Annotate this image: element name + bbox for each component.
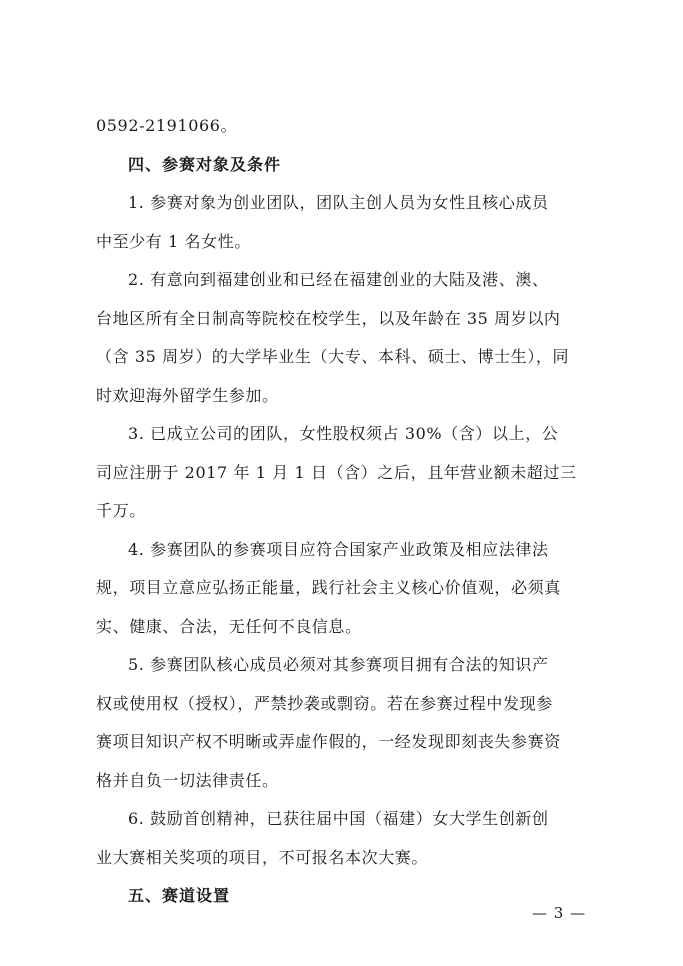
item-3-line-2: 司应注册于 2017 年 1 月 1 日（含）之后，且年营业额未超过三 <box>96 462 577 482</box>
item-3-line-1: 3. 已成立公司的团队，女性股权须占 30%（含）以上，公 <box>128 424 559 443</box>
document-body <box>96 116 596 925</box>
item-3-line-3: 千万。 <box>96 501 146 520</box>
item-4-line-1: 4. 参赛团队的参赛项目应符合国家产业政策及相应法律法 <box>128 539 549 559</box>
item-6-line-2: 业大赛相关奖项的项目，不可报名本次大赛。 <box>96 847 429 867</box>
item-5-line-3: 赛项目知识产权不明晰或弄虚作假的，一经发现即刻丧失参赛资 <box>96 732 561 751</box>
item-5-line-1: 5. 参赛团队核心成员必须对其参赛项目拥有合法的知识产 <box>128 655 549 674</box>
section-heading-participants: 四、参赛对象及条件 <box>128 154 282 174</box>
item-2-line-1: 2. 有意向到福建创业和已经在福建创业的大陆及港、澳、 <box>128 270 549 289</box>
section-heading-tracks: 五、赛道设置 <box>128 886 231 905</box>
item-1-line-1: 1. 参赛对象为创业团队，团队主创人员为女性且核心成员 <box>128 193 549 212</box>
item-4-line-3: 实、健康、合法，无任何不良信息。 <box>96 616 362 636</box>
item-4-line-2: 规，项目立意应弘扬正能量，践行社会主义核心价值观，必须真 <box>96 578 561 597</box>
item-2-line-4: 时欢迎海外留学生参加。 <box>96 385 279 405</box>
text-line-phone: 0592-2191066。 <box>96 116 238 135</box>
item-6-line-1: 6. 鼓励首创精神，已获往届中国（福建）女大学生创新创 <box>128 809 549 828</box>
item-2-line-2: 台地区所有全日制高等院校在校学生，以及年龄在 35 周岁以内 <box>96 308 561 328</box>
item-1-line-2: 中至少有 1 名女性。 <box>96 231 251 251</box>
item-5-line-2: 权或使用权（授权），严禁抄袭或剽窃。若在参赛过程中发现参 <box>96 693 553 713</box>
page-number: — 3 — <box>532 904 587 922</box>
item-2-line-3: （含 35 周岁）的大学毕业生（大专、本科、硕士、博士生），同 <box>96 347 570 366</box>
item-5-line-4: 格并自负一切法律责任。 <box>96 770 279 790</box>
